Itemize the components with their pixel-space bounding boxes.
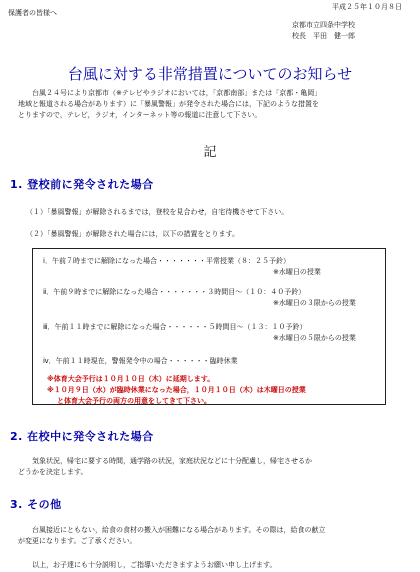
section2-heading: 2. 在校中に発令された場合 [10, 430, 154, 443]
ki-heading: 記 [203, 145, 217, 160]
schedule-row-sub: ※水曜日の５限からの授業 [273, 334, 356, 342]
section3-body-line: が変更になります。ご了承ください。 [18, 537, 137, 545]
schedule-row-main: ⅲ．午前１１時までに解除になった場合・・・・・・５時間目～（１３：１０予鈴） [43, 323, 307, 331]
schedule-note: ※１０月９日（水）が臨時休業になった場合，１０月１０日（木）は木曜日の授業 [47, 386, 306, 394]
intro-line: 台風２４号により京都市（※テレビやラジオにおいては，「京都南部」または「京都・亀岡」 [32, 89, 322, 97]
schedule-row-sub: ※水曜日の授業 [273, 268, 321, 276]
section2-body-line: どうかを決定します。 [18, 468, 88, 476]
schedule-row-main: ⅰ．午前７時までに解除になった場合・・・・・・・平常授業（８：２５予鈴） [43, 257, 290, 265]
section1-item1: （１）「暴風警報」が解除されるまでは，登校を見合わせ，自宅待機させて下さい。 [26, 208, 289, 216]
schedule-box [32, 248, 386, 405]
page-title: 台風に対する非常措置についてのお知らせ [67, 65, 353, 83]
schedule-note: ※体育大会予行は１０月１０日（木）に延期します。 [47, 375, 215, 383]
section2-body-line: 気象状況，帰宅に要する時間，通学路の状況，家庭状況などに十分配慮し，帰宅させるか [32, 457, 312, 465]
schedule-note: と体育大会予行の両方の用意をしてきて下さい。 [57, 397, 211, 405]
intro-line: 地域と報道される場合があります）に「暴風警報」が発令された場合には，下記のような措置を [18, 100, 319, 108]
closing-line: 以上，お子達にも十分説明し，ご指導いただきますようお願い申し上げます。 [32, 561, 277, 569]
principal-name: 校長 平田 健一郎 [292, 32, 355, 40]
school-name: 京都市立四条中学校 [292, 21, 355, 29]
schedule-row-main: ⅱ．午前９時までに解除になった場合・・・・・・・３時間目～（１０：４０予鈴） [43, 288, 306, 296]
section3-body-line: 台風接近にともない，給食の食材の搬入が困難になる場合があります。その際は，給食の献立 [32, 526, 326, 534]
addressee: 保護者の皆様へ [8, 9, 57, 17]
section1-heading: 1. 登校前に発令された場合 [10, 178, 154, 191]
section3-heading: 3. その他 [10, 498, 62, 511]
schedule-row-main: ⅳ．午前１１時現在，警報発令中の場合・・・・・・臨時休業 [43, 357, 238, 365]
schedule-row-sub: ※水曜日の３限からの授業 [273, 299, 356, 307]
section1-item2: （２）「暴風警報」が解除された場合には，以下の措置をとります。 [26, 230, 239, 238]
intro-line: とりますので，テレビ，ラジオ，インターネット等の報道に注意して下さい。 [18, 111, 262, 119]
date: 平成２５年１０月８日 [332, 3, 402, 11]
